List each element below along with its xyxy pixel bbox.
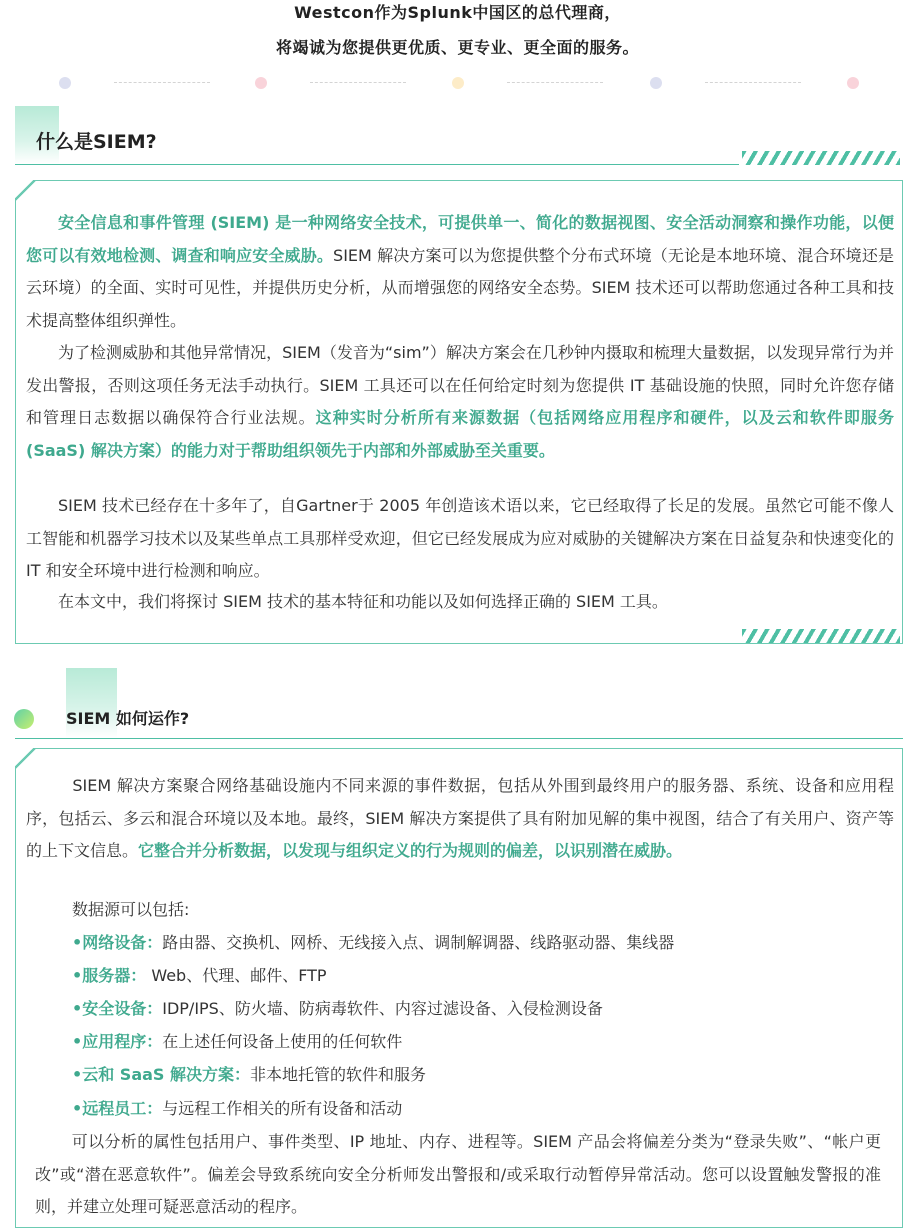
section-1-paragraph-3 bbox=[26, 490, 894, 588]
dot-icon bbox=[452, 77, 464, 89]
list-item bbox=[72, 959, 327, 992]
list-item-label: •安全设备： bbox=[72, 999, 163, 1018]
list-item bbox=[72, 992, 603, 1025]
data-sources-intro: 数据源可以包括: bbox=[72, 900, 190, 919]
dot-icon bbox=[650, 77, 662, 89]
paragraph-text: 可以分析的属性包括用户、事件类型、IP 地址、内存、进程等。SIEM 产品会将偏差分类为“登录失败”、“帐户更改”或“潜在恶意软件”。偏差会导致系统向安全分析师发出警报和/或采取行动暂停异常活动。您可以设置触发警报的准则，并建立处理可疑恶意活动的程序。 bbox=[35, 1132, 881, 1216]
section-2-paragraph-1 bbox=[26, 770, 894, 868]
highlighted-text: 安全信息和事件管理 (SIEM) 是一种网络安全技术，可提供单一、简化的数据视图、安全活动洞察和操作功能，以便您可以有效地检测、调查和响应安全威胁。 bbox=[26, 213, 894, 265]
section-header-rule bbox=[15, 164, 739, 165]
corner-decoration bbox=[15, 180, 37, 202]
list-item-text: Web、代理、邮件、FTP bbox=[146, 966, 327, 985]
paragraph-text: SIEM 技术已经存在十多年了，自Gartner于 2005 年创造该术语以来，它已经取得了长足的发展。虽然它可能不像人工智能和机器学习技术以及某些单点工具那样受欢迎，但它已经发展成为应对威胁的关键解决方案在日益复杂和快速变化的 IT 和安全环境中进行检测和响应。 bbox=[26, 496, 894, 580]
section-1-title: 什么是SIEM? bbox=[36, 131, 157, 153]
dot-icon bbox=[59, 77, 71, 89]
list-item-text: 非本地托管的软件和服务 bbox=[250, 1065, 427, 1084]
highlighted-text: 这种实时分析所有来源数据（包括网络应用程序和硬件，以及云和软件即服务 (SaaS) 解决方案）的能力对于帮助组织领先于内部和外部威胁至关重要。 bbox=[26, 408, 894, 460]
highlighted-text: 它整合并分析数据，以发现与组织定义的行为规则的偏差，以识别潜在威胁。 bbox=[138, 841, 683, 860]
list-item-label: •云和 SaaS 解决方案： bbox=[72, 1065, 251, 1084]
dashed-divider bbox=[507, 82, 603, 83]
green-dot-icon bbox=[14, 709, 34, 729]
list-item bbox=[72, 1092, 402, 1125]
list-item-text: 路由器、交换机、网桥、无线接入点、调制解调器、线路驱动器、集线器 bbox=[162, 933, 675, 952]
section-1-paragraph-4 bbox=[26, 586, 894, 619]
stripe-decoration bbox=[742, 629, 900, 643]
section-1-paragraph-2 bbox=[26, 337, 894, 467]
list-item-label: •服务器： bbox=[72, 966, 147, 985]
paragraph-text: SIEM 解决方案可以为您提供整个分布式环境（无论是本地环境、混合环境还是云环境）的全面、实时可见性，并提供历史分析，从而增强您的网络安全态势。SIEM 技术还可以帮助您通过各种工具和技术提高整体组织弹性。 bbox=[26, 245, 894, 330]
section-2-paragraph-2 bbox=[35, 1126, 881, 1224]
section-1-content-box bbox=[15, 180, 903, 644]
list-item bbox=[72, 926, 674, 959]
list-item-label: •应用程序： bbox=[72, 1032, 163, 1051]
dot-icon bbox=[255, 77, 267, 89]
section-2-title: SIEM 如何运作? bbox=[66, 709, 190, 728]
list-item bbox=[72, 1025, 402, 1058]
dot-icon bbox=[847, 77, 859, 89]
corner-decoration bbox=[15, 748, 37, 770]
list-item bbox=[72, 1058, 426, 1091]
list-item-label: •远程员工： bbox=[72, 1099, 163, 1118]
list-item-text: 与远程工作相关的所有设备和活动 bbox=[162, 1099, 403, 1118]
intro-line-1: Westcon作为Splunk中国区的总代理商， bbox=[294, 3, 621, 22]
stripe-decoration bbox=[742, 151, 900, 165]
section-header-rule bbox=[15, 738, 903, 739]
list-item-text: IDP/IPS、防火墙、防病毒软件、内容过滤设备、入侵检测设备 bbox=[162, 999, 603, 1018]
dashed-divider bbox=[114, 82, 210, 83]
dashed-divider bbox=[310, 82, 406, 83]
dashed-divider bbox=[705, 82, 801, 83]
list-item-label: •网络设备： bbox=[72, 933, 163, 952]
intro-line-2: 将竭诚为您提供更优质、更专业、更全面的服务。 bbox=[275, 38, 639, 57]
paragraph-text: 为了检测威胁和其他异常情况，SIEM（发音为“sim”）解决方案会在几秒钟内摄取和梳理大量数据，以发现异常行为并发出警报，否则这项任务无法手动执行。SIEM 工具还可以在任何给定时刻为您提供 IT 基础设施的快照，同时允许您存储和管理日志数据以确保符合行业法规。 bbox=[26, 343, 894, 427]
paragraph-text: SIEM 解决方案聚合网络基础设施内不同来源的事件数据，包括从外围到最终用户的服务器、系统、设备和应用程序，包括云、多云和混合环境以及本地。最终，SIEM 解决方案提供了具有附加见解的集中视图，结合了有关用户、资产等的上下文信息。 bbox=[26, 776, 894, 860]
list-item-text: 在上述任何设备上使用的任何软件 bbox=[162, 1032, 403, 1051]
paragraph-text: 在本文中，我们将探讨 SIEM 技术的基本特征和功能以及如何选择正确的 SIEM 工具。 bbox=[58, 592, 668, 611]
decorative-dots-divider bbox=[0, 76, 915, 90]
section-1-paragraph-1 bbox=[26, 207, 894, 337]
